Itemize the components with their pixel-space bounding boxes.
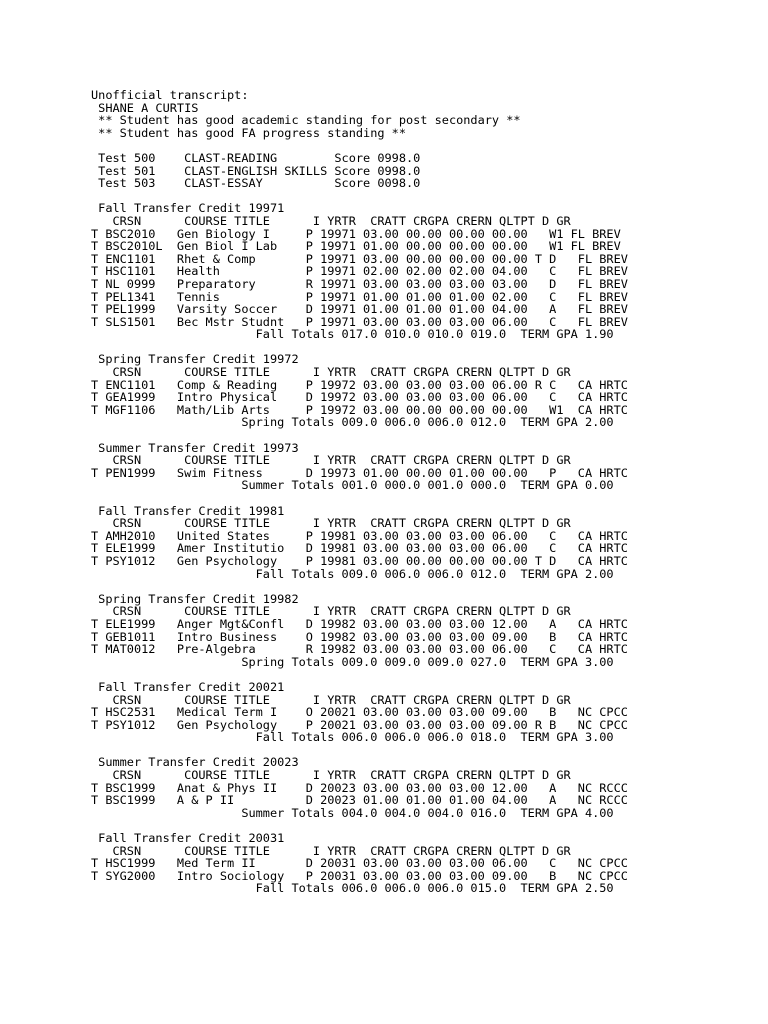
column-header-row: CRSN COURSE TITLE I YRTR CRATT CRGPA CRERN QLTPT D GR — [91, 692, 571, 707]
term-section — [91, 832, 691, 895]
student-name: SHANE A CURTIS — [91, 100, 199, 115]
spacer — [91, 580, 691, 593]
term-sections — [91, 190, 691, 895]
term-totals-row: Summer Totals 001.0 000.0 001.0 000.0 TERM GPA 0.00 — [91, 478, 614, 493]
course-row: T ELE1999 Anger Mgt&Confl D 19982 03.00 03.00 03.00 12.00 A CA HRTC — [91, 616, 628, 631]
transcript-title: Unofficial transcript: — [91, 88, 249, 102]
term-title: Fall Transfer Credit 19971 — [91, 201, 285, 216]
fa-standing-line: ** Student has good FA progress standing ** — [91, 125, 406, 140]
test-score-line: Test 500 CLAST-READING Score 0998.0 — [91, 150, 421, 165]
term-title: Fall Transfer Credit 19981 — [91, 503, 285, 518]
term-totals-row: Fall Totals 006.0 006.0 006.0 015.0 TERM GPA 2.50 — [91, 881, 614, 896]
course-row: T BSC2010L Gen Biol I Lab P 19971 01.00 00.00 00.00 00.00 W1 FL BREV — [91, 239, 621, 254]
term-title: Spring Transfer Credit 19972 — [91, 352, 299, 367]
course-row: T HSC2531 Medical Term I O 20021 03.00 03.00 03.00 09.00 B NC CPCC — [91, 705, 628, 720]
term-totals-row: Summer Totals 004.0 004.0 004.0 016.0 TERM GPA 4.00 — [91, 805, 614, 820]
column-header-row: CRSN COURSE TITLE I YRTR CRATT CRGPA CRERN QLTPT D GR — [91, 843, 571, 858]
transcript-document — [91, 89, 691, 895]
course-row: T BSC1999 Anat & Phys II D 20023 03.00 03.00 03.00 12.00 A NC RCCC — [91, 780, 628, 795]
term-section — [91, 202, 691, 341]
course-row: T PEL1999 Varsity Soccer D 19971 01.00 01.00 01.00 04.00 A FL BREV — [91, 302, 628, 317]
course-row: T GEB1011 Intro Business O 19982 03.00 03.00 03.00 09.00 B CA HRTC — [91, 629, 628, 644]
term-totals-row: Fall Totals 006.0 006.0 006.0 018.0 TERM GPA 3.00 — [91, 730, 614, 745]
term-title: Fall Transfer Credit 20021 — [91, 679, 285, 694]
course-row: T PSY1012 Gen Psychology P 19981 03.00 00.00 00.00 00.00 T D CA HRTC — [91, 553, 628, 568]
term-section — [91, 681, 691, 744]
term-totals-row: Spring Totals 009.0 009.0 009.0 027.0 TERM GPA 3.00 — [91, 654, 614, 669]
term-title: Summer Transfer Credit 19973 — [91, 440, 299, 455]
term-totals-row: Spring Totals 009.0 006.0 006.0 012.0 TERM GPA 2.00 — [91, 415, 614, 430]
column-header-row: CRSN COURSE TITLE I YRTR CRATT CRGPA CRERN QLTPT D GR — [91, 516, 571, 531]
column-header-row: CRSN COURSE TITLE I YRTR CRATT CRGPA CRERN QLTPT D GR — [91, 213, 571, 228]
test-score-line: Test 503 CLAST-ESSAY Score 0098.0 — [91, 176, 421, 191]
term-section — [91, 442, 691, 492]
spacer — [91, 492, 691, 505]
term-title: Summer Transfer Credit 20023 — [91, 755, 299, 770]
term-section — [91, 353, 691, 429]
term-section — [91, 593, 691, 669]
column-header-row: CRSN COURSE TITLE I YRTR CRATT CRGPA CRERN QLTPT D GR — [91, 604, 571, 619]
test-score-line: Test 501 CLAST-ENGLISH SKILLS Score 0998.0 — [91, 163, 421, 178]
academic-standing-line: ** Student has good academic standing for post secondary ** — [91, 113, 521, 128]
course-row: T ENC1101 Rhet & Comp P 19971 03.00 00.00 00.00 00.00 T D FL BREV — [91, 251, 628, 266]
course-row: T ENC1101 Comp & Reading P 19972 03.00 03.00 03.00 06.00 R C CA HRTC — [91, 377, 628, 392]
term-totals-row: Fall Totals 009.0 006.0 006.0 012.0 TERM GPA 2.00 — [91, 566, 614, 581]
course-row: T MGF1106 Math/Lib Arts P 19972 03.00 00.00 00.00 00.00 W1 CA HRTC — [91, 402, 628, 417]
course-row: T SYG2000 Intro Sociology P 20031 03.00 03.00 03.00 09.00 B NC CPCC — [91, 868, 628, 883]
column-header-row: CRSN COURSE TITLE I YRTR CRATT CRGPA CRERN QLTPT D GR — [91, 453, 571, 468]
course-row: T PEL1341 Tennis P 19971 01.00 01.00 01.00 02.00 C FL BREV — [91, 289, 628, 304]
course-row: T PEN1999 Swim Fitness D 19973 01.00 00.00 01.00 00.00 P CA HRTC — [91, 465, 628, 480]
course-row: T AMH2010 United States P 19981 03.00 03.00 03.00 06.00 C CA HRTC — [91, 528, 628, 543]
column-header-row: CRSN COURSE TITLE I YRTR CRATT CRGPA CRERN QLTPT D GR — [91, 768, 571, 783]
course-row: T GEA1999 Intro Physical D 19972 03.00 03.00 03.00 06.00 C CA HRTC — [91, 390, 628, 405]
spacer — [91, 429, 691, 442]
column-header-row: CRSN COURSE TITLE I YRTR CRATT CRGPA CRERN QLTPT D GR — [91, 365, 571, 380]
course-row: T SLS1501 Bec Mstr Studnt P 19971 03.00 03.00 03.00 06.00 C FL BREV — [91, 314, 628, 329]
term-totals-row: Fall Totals 017.0 010.0 010.0 019.0 TERM GPA 1.90 — [91, 327, 614, 342]
course-row: T MAT0012 Pre-Algebra R 19982 03.00 03.00 03.00 06.00 C CA HRTC — [91, 642, 628, 657]
course-row: T BSC2010 Gen Biology I P 19971 03.00 00.00 00.00 00.00 W1 FL BREV — [91, 226, 621, 241]
term-section — [91, 756, 691, 819]
term-title: Spring Transfer Credit 19982 — [91, 591, 299, 606]
course-row: T BSC1999 A & P II D 20023 01.00 01.00 01.00 04.00 A NC RCCC — [91, 793, 628, 808]
course-row: T PSY1012 Gen Psychology P 20021 03.00 03.00 03.00 09.00 R B NC CPCC — [91, 717, 628, 732]
course-row: T HSC1101 Health P 19971 02.00 02.00 02.00 04.00 C FL BREV — [91, 264, 628, 279]
term-title: Fall Transfer Credit 20031 — [91, 831, 285, 846]
course-row: T HSC1999 Med Term II D 20031 03.00 03.00 03.00 06.00 C NC CPCC — [91, 856, 628, 871]
course-row: T NL 0999 Preparatory R 19971 03.00 03.00 03.00 03.00 D FL BREV — [91, 276, 628, 291]
test-scores — [91, 152, 691, 190]
term-section — [91, 505, 691, 581]
course-row: T ELE1999 Amer Institutio D 19981 03.00 03.00 03.00 06.00 C CA HRTC — [91, 541, 628, 556]
